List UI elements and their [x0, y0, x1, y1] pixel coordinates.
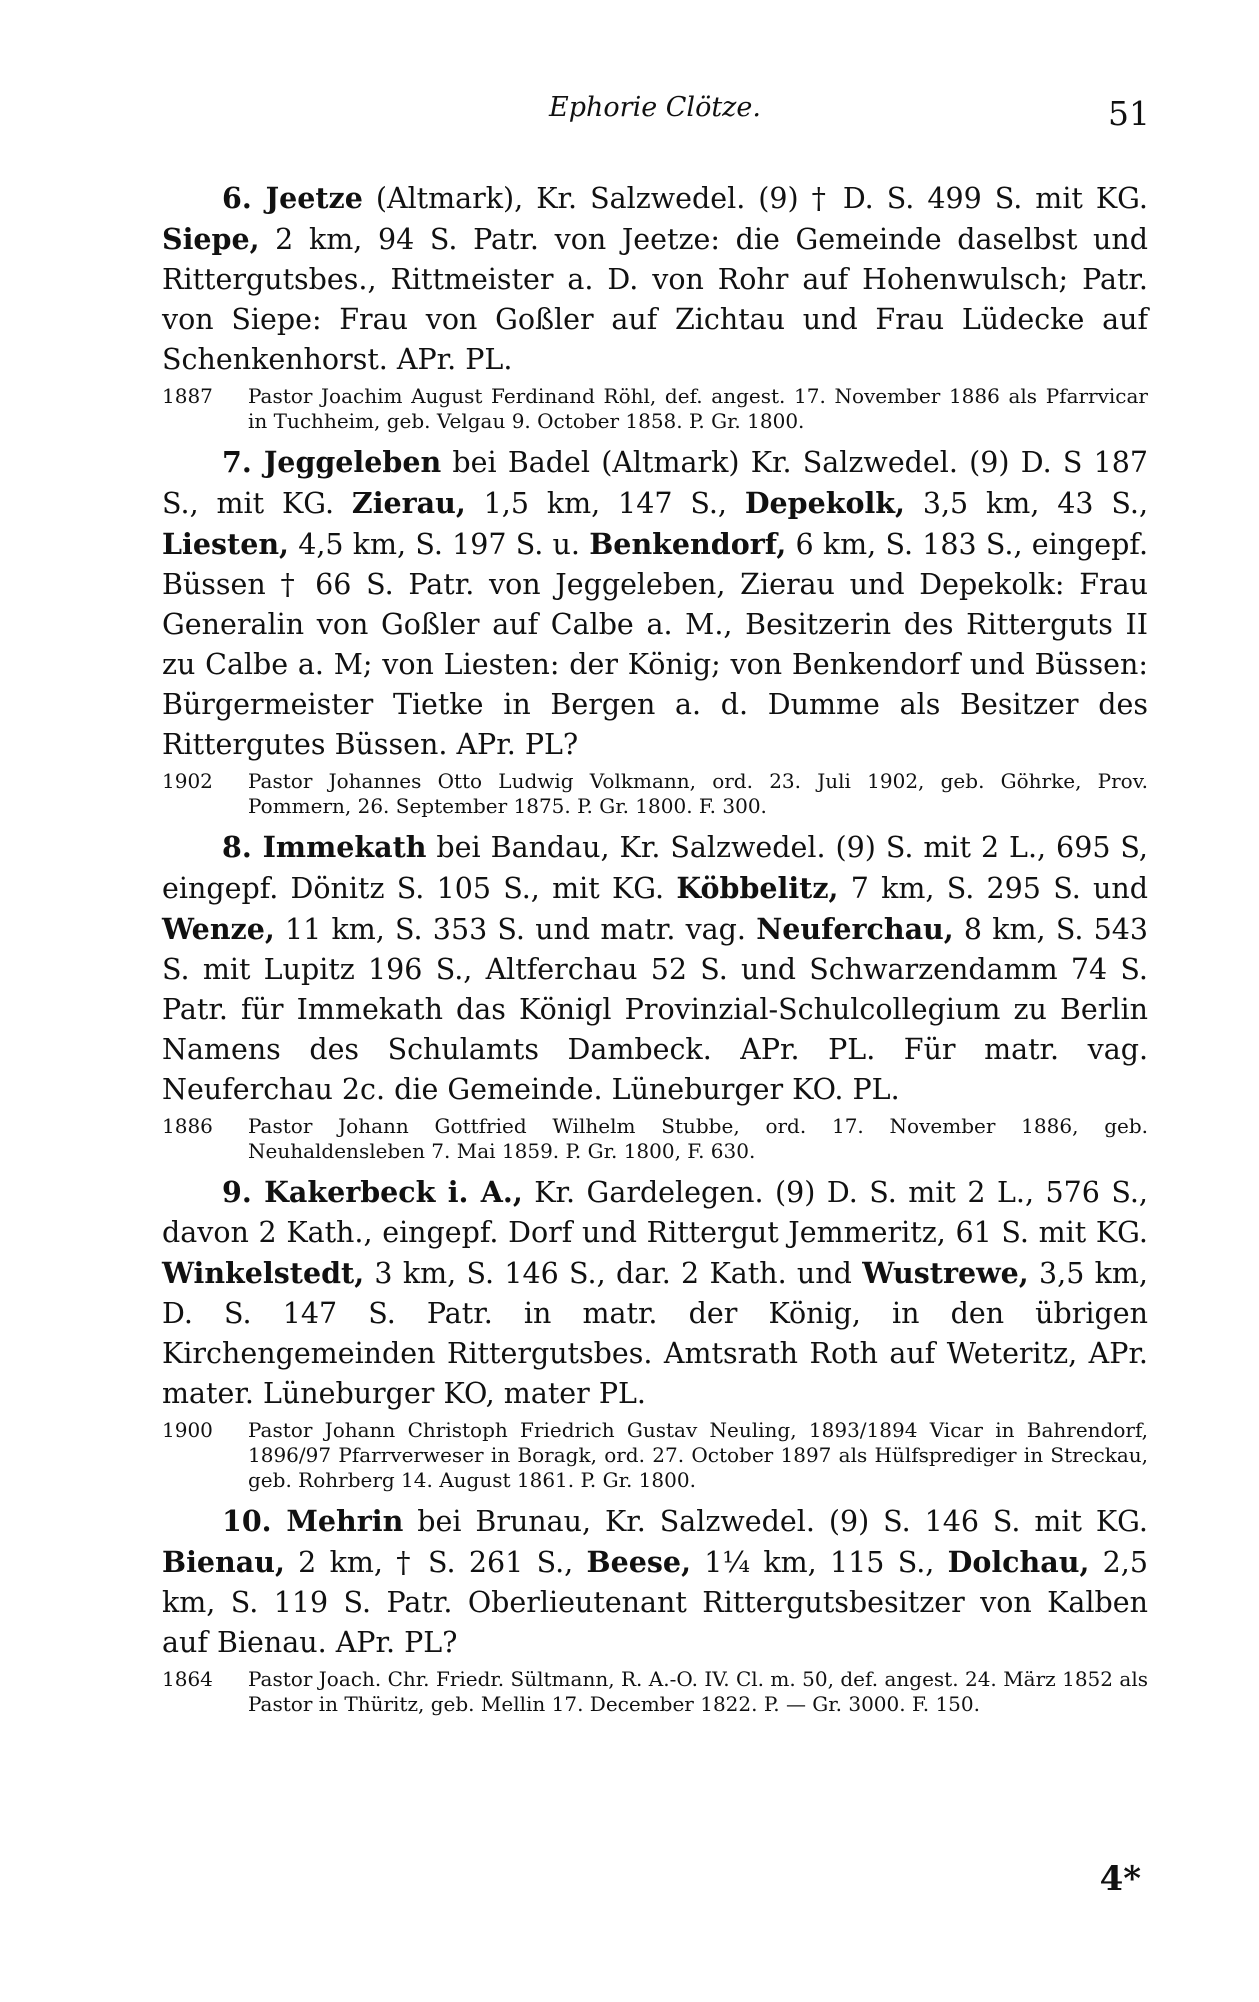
place-name: Depekolk,: [744, 486, 905, 520]
entry-text: 7 km, S. 295 S. und: [838, 872, 1148, 905]
parish-entry: [162, 827, 1148, 1110]
pastor-year: 1902: [162, 769, 213, 793]
pastor-text: Pastor Johannes Otto Ludwig Volkmann, ord. 23. Juli 1902, geb. Göhrke, Prov. Pommern, 26. September 1875. P. Gr. 1800. F. 300.: [248, 769, 1148, 818]
parish-entry: [162, 1501, 1148, 1663]
pastor-year: 1900: [162, 1418, 213, 1442]
entry-text: 1,5 km, 147 S.,: [465, 487, 745, 520]
place-name: Winkelstedt,: [162, 1256, 365, 1290]
place-name: 10. Mehrin: [222, 1504, 404, 1538]
place-name: Wenze,: [162, 912, 275, 946]
entry-text: (Altmark), Kr. Salzwedel. (9) † D. S. 499 S. mit KG.: [362, 182, 1148, 215]
pastor-text: Pastor Johann Christoph Friedrich Gustav Neuling, 1893/1894 Vicar in Bahrendorf, 1896/97 Pfarrverweser in Boragk, ord. 27. October 1897 als Hülfsprediger in Streckau, geb. Rohrberg 14. August 1861. P. Gr. 1800.: [248, 1418, 1148, 1492]
pastor-year: 1887: [162, 384, 213, 408]
parish-entry: [162, 1172, 1148, 1414]
running-title: Ephorie Clötze.: [549, 92, 761, 123]
place-name: Beese,: [586, 1545, 691, 1579]
entry-text: 2 km, † S. 261 S.,: [284, 1546, 587, 1579]
pastor-note: [162, 1114, 1148, 1164]
entry-text: 2 km, 94 S. Patr. von Jeetze: die Gemeinde daselbst und Rittergutsbes., Rittmeister a. D. von Rohr auf Hohenwulsch; Patr. von Siepe: Frau von Goßler auf Zichtau und Frau Lüdecke auf Schenkenhorst. APr. PL.: [162, 223, 1148, 376]
pastor-text: Pastor Joach. Chr. Friedr. Sültmann, R. A.-O. IV. Cl. m. 50, def. angest. 24. März 1852 als Pastor in Thüritz, geb. Mellin 17. December 1822. P. — Gr. 3000. F. 150.: [248, 1667, 1148, 1716]
pastor-year: 1864: [162, 1667, 213, 1691]
entry-text: Kr. Gardelegen. (9) D. S. mit 2 L., 576 S., davon 2 Kath., eingepf. Dorf und Rittergut Jemmeritz, 61 S. mit KG.: [162, 1176, 1148, 1249]
place-name: Zierau,: [351, 486, 466, 520]
entry-text: 2,5 km, S. 119 S. Patr. Oberlieutenant Rittergutsbesitzer von Kalben auf Bienau. APr. PL?: [162, 1546, 1148, 1659]
entry-text: bei Badel (Altmark) Kr. Salzwedel. (9) D. S 187 S., mit KG.: [162, 446, 1149, 520]
place-name: Benkendorf,: [589, 527, 787, 561]
page-number: 51: [1108, 94, 1150, 133]
place-name: 7. Jeggeleben: [222, 445, 442, 479]
pastor-note: [162, 1667, 1148, 1717]
parish-entry: [162, 178, 1148, 380]
place-name: Köbbelitz,: [676, 871, 839, 905]
place-name: Dolchau,: [947, 1545, 1090, 1579]
entry-text: 6 km, S. 183 S., eingepf. Büssen † 66 S. Patr. von Jeggeleben, Zierau und Depekolk: Frau Generalin von Goßler auf Calbe a. M., Besitzerin des Ritterguts II zu Calbe a. M; von Liesten: der König; von Benkendorf und Büssen: Bürgermeister Tietke in Bergen a. d. Dumme als Besitzer des Rittergutes Büssen. APr. PL?: [162, 528, 1149, 761]
place-name: 8. Immekath: [222, 830, 427, 864]
pastor-note: [162, 384, 1148, 434]
place-name: Siepe,: [162, 222, 260, 256]
entry-text: bei Bandau, Kr. Salzwedel. (9) S. mit 2 L., 695 S, eingepf. Dönitz S. 105 S., mit KG.: [162, 831, 1148, 905]
entry-text: 4,5 km, S. 197 S. u.: [288, 528, 590, 561]
entry-text: 3,5 km, 43 S.,: [904, 487, 1149, 520]
place-name: 9. Kakerbeck i. A.,: [222, 1175, 523, 1209]
place-name: Bienau,: [162, 1545, 285, 1579]
entry-text: 11 km, S. 353 S. und matr. vag.: [274, 913, 757, 946]
place-name: Liesten,: [162, 527, 289, 561]
place-name: 6. Jeetze: [222, 181, 363, 215]
place-name: Wustrewe,: [862, 1256, 1029, 1290]
pastor-year: 1886: [162, 1114, 213, 1138]
entry-text: 3,5 km, D. S. 147 S. Patr. in matr. der König, in den übrigen Kirchengemeinden Rittergutsbes. Amtsrath Roth auf Weteritz, APr. mater. Lüneburger KO, mater PL.: [162, 1257, 1148, 1410]
signature-mark: 4*: [1099, 1859, 1141, 1899]
pastor-text: Pastor Joachim August Ferdinand Röhl, def. angest. 17. November 1886 als Pfarrvicar in Tuchheim, geb. Velgau 9. October 1858. P. Gr. 1800.: [248, 384, 1148, 433]
entry-text: 8 km, S. 543 S. mit Lupitz 196 S., Altferchau 52 S. und Schwarzendamm 74 S. Patr. für Immekath das Königl Provinzial-Schulcollegium zu Berlin Namens des Schulamts Dambeck. APr. PL. Für matr. vag. Neuferchau 2c. die Gemeinde. Lüneburger KO. PL.: [162, 913, 1148, 1106]
entry-text: 3 km, S. 146 S., dar. 2 Kath. und: [364, 1257, 863, 1290]
place-name: Neuferchau,: [756, 912, 954, 946]
parish-entry: [162, 442, 1148, 765]
entry-text: 1¼ km, 115 S.,: [691, 1546, 948, 1579]
pastor-note: [162, 769, 1148, 819]
entry-text: bei Brunau, Kr. Salzwedel. (9) S. 146 S. mit KG.: [403, 1505, 1148, 1538]
page-body: [162, 178, 1148, 1725]
pastor-text: Pastor Johann Gottfried Wilhelm Stubbe, ord. 17. November 1886, geb. Neuhaldensleben 7. Mai 1859. P. Gr. 1800, F. 630.: [248, 1114, 1148, 1163]
page-header: [160, 92, 1150, 132]
pastor-note: [162, 1418, 1148, 1493]
